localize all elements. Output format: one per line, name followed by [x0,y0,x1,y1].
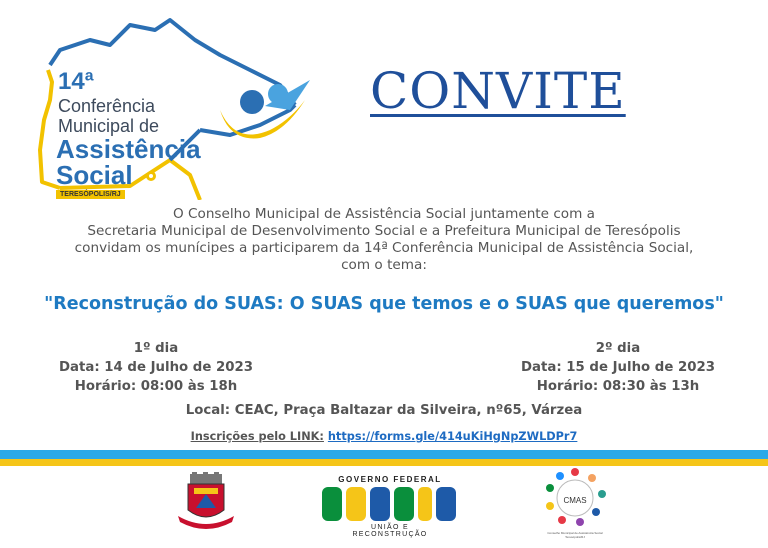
brasil-wordmark-icon [320,485,460,523]
registration-link[interactable]: https://forms.gle/414uKiHgNpZWLDPr7 [327,430,578,443]
event-location: Local: CEAC, Praça Baltazar da Silveira, nº65, Várzea [185,403,583,418]
logo-text-line4: Social [56,160,133,190]
gov-slogan: UNIÃO E RECONSTRUÇÃO [352,524,428,538]
page-title: CONVITE [370,62,626,120]
logo-text-line1: Conferência [58,96,156,116]
day1-time: Horário: 08:00 às 18h [74,379,238,394]
cmas-label: CMAS [563,496,587,505]
divider-band-yellow [0,459,768,466]
day2-time: Horário: 08:30 às 13h [536,379,700,394]
logo-city-badge: TERESÓPOLIS/RJ [56,190,125,199]
day2-label: 2º dia [595,341,641,356]
day2-date: Data: 15 de Julho de 2023 [521,360,715,375]
logo-text-line3: Assistência [56,134,201,164]
registration-line [0,430,768,443]
logo-text-line2: Municipal de [58,116,160,136]
cmas-subtitle: Conselho Municipal de Assistência Social Teresópolis/RJ [547,531,603,539]
intro-line: com o tema: [341,257,427,273]
registration-label: Inscrições pelo LINK: [190,430,324,443]
day1-label: 1º dia [133,341,179,356]
teresopolis-coat-of-arms-icon [174,472,238,532]
day2-info [508,339,728,396]
gov-federal-label: GOVERNO FEDERAL [338,475,442,484]
divider-band-blue [0,450,768,459]
intro-line: O Conselho Municipal de Assistência Social juntamente com a [172,206,596,222]
logo-edition-number: 14ª [58,68,94,95]
intro-text [0,206,768,274]
day1-info [46,339,266,396]
intro-line: convidam os munícipes a participarem da 14ª Conferência Municipal de Assistência Social, [74,240,694,256]
theme-heading: "Reconstrução do SUAS: O SUAS que temos e o SUAS que queremos" [44,294,724,314]
intro-line: Secretaria Municipal de Desenvolvimento Social e a Prefeitura Municipal de Teresópolis [87,223,681,239]
conference-logo [20,10,320,200]
day1-date: Data: 14 de Julho de 2023 [59,360,253,375]
